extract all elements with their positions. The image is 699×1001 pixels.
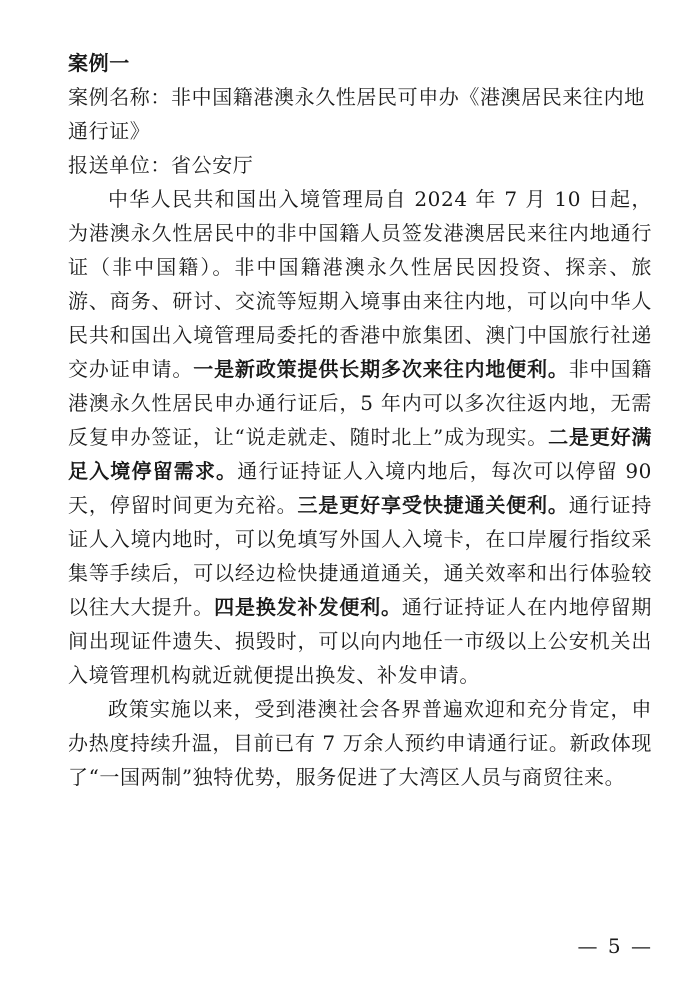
- case-name-value: 非中国籍港澳永久性居民可申办《港澳居民来往内地通行证》: [68, 85, 645, 143]
- case-name-label: 案例名称：: [68, 85, 171, 109]
- point1-text: 非中国籍港澳永久性居民申办通行证后，5 年内可以多次往返内地，无需反复申办签证，让“说走就走、随时北上”成为现实。: [68, 357, 652, 449]
- paragraph-policy-details: [68, 182, 652, 692]
- submitter-label: 报送单位：: [68, 153, 171, 177]
- paragraph-outcome: 政策实施以来，受到港澳社会各界普遍欢迎和充分肯定，申办热度持续升温，目前已有 7 万余人预约申请通行证。新政体现了“一国两制”独特优势，服务促进了大湾区人员与商贸往来。: [68, 697, 652, 789]
- submitter-value: 省公安厅: [171, 153, 254, 177]
- paragraph-intro: 中华人民共和国出入境管理局自 2024 年 7 月 10 日起，为港澳永久性居民中的非中国籍人员签发港澳居民来往内地通行证（非中国籍）。非中国籍港澳永久性居民因投资、探亲、旅游、商务、研讨、交流等短期入境事由来往内地，可以向中华人民共和国出入境管理局委托的香港中旅集团、澳门中国旅行社递交办证申请。: [68, 187, 652, 381]
- point3-title: 三是更好享受快捷通关便利。: [297, 493, 569, 517]
- case-heading: 案例一: [68, 51, 130, 75]
- point2-text: 通行证持证人入境内地后，每次可以停留 90 天，停留时间更为充裕。: [68, 459, 652, 517]
- case-name-line: [68, 80, 652, 148]
- submitter-line: [68, 148, 652, 182]
- page-number: — 5 —: [577, 934, 653, 958]
- point4-title: 四是换发补发便利。: [214, 595, 402, 619]
- point4-text: 通行证持证人在内地停留期间出现证件遗失、损毁时，可以向内地任一市级以上公安机关出入境管理机构就近就便提出换发、补发申请。: [68, 595, 653, 687]
- document-body: [68, 46, 652, 794]
- point2-title: 二是更好满足入境停留需求。: [68, 425, 653, 483]
- point3-text: 通行证持证人入境内地时，可以免填写外国人入境卡，在口岸履行指纹采集等手续后，可以经边检快捷通道通关，通关效率和出行体验较以往大大提升。: [68, 493, 652, 619]
- point1-title: 一是新政策提供长期多次来往内地便利。: [193, 357, 569, 381]
